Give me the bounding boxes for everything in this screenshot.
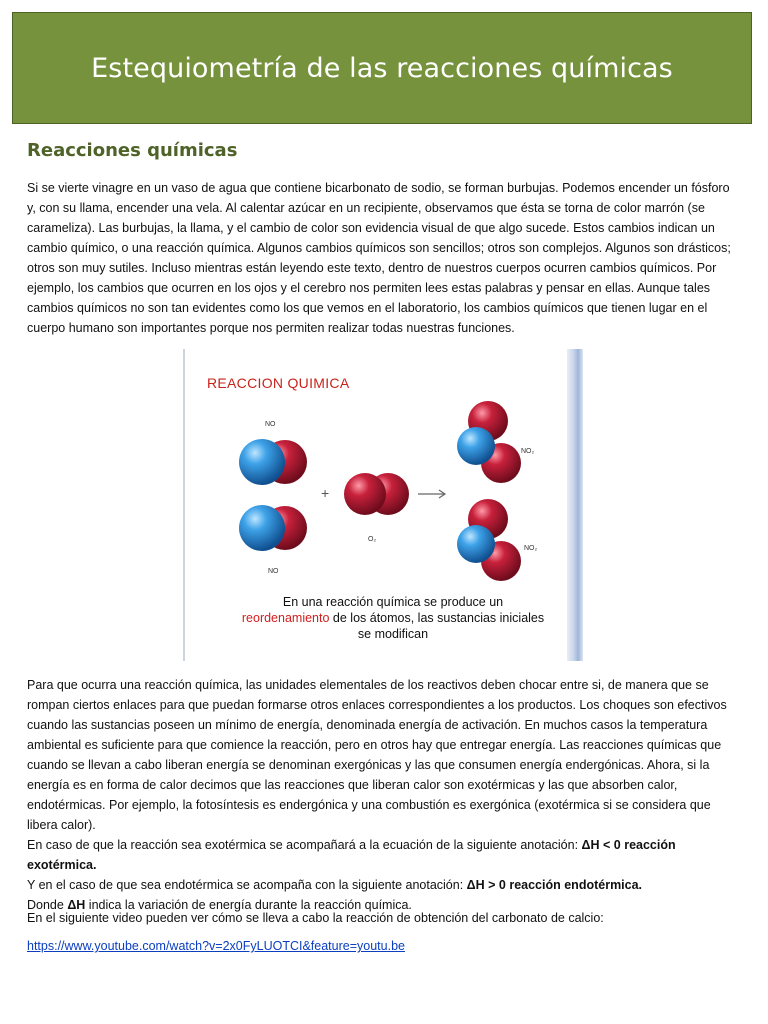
paragraph-line: cuerpo humano son importantes porque nos permiten realizar todas nuestras funciones. bbox=[27, 321, 515, 335]
paragraph-line: Para que ocurra una reacción química, las unidades elementales de los reactivos deben chocar entre si, de manera que se bbox=[27, 678, 709, 692]
section-heading: Reacciones químicas bbox=[27, 140, 238, 161]
figure-title: REACCION QUIMICA bbox=[207, 375, 350, 391]
paragraph-line: cuando se llevan a cabo liberan energía se denominan exergónicas y las que consumen energía endergónicas. Ahora, si la bbox=[27, 758, 710, 772]
nitrogen-atom bbox=[457, 525, 495, 563]
paragraph-line: ambiental es suficiente para que comience la reacción, pero en otros hay que entregar energía. Las reacciones químicas que bbox=[27, 738, 722, 752]
title-banner bbox=[12, 12, 752, 124]
caption-line bbox=[223, 610, 563, 626]
caption-text: de los átomos, las sustancias iniciales bbox=[329, 611, 545, 625]
no-molecule-bottom bbox=[239, 505, 307, 551]
label-no2-bottom: NO₂ bbox=[524, 545, 538, 552]
nitrogen-atom bbox=[457, 427, 495, 465]
oxygen-atom bbox=[344, 473, 386, 515]
paragraph-line: endotérmicas. Por ejemplo, la fotosíntesis es endergónica y una combustión es exergónica (exotérmica si se considera que bbox=[27, 798, 711, 812]
no-molecule-top bbox=[239, 439, 307, 485]
reaction-arrow-icon bbox=[418, 490, 445, 498]
figure-caption bbox=[223, 594, 563, 642]
exothermic-notation: ΔH < 0 reacción exotérmica. bbox=[27, 838, 676, 872]
paragraph-line: cambios químicos no son tan evidentes como los que vemos en el laboratorio, los cambios químicos que tienen lugar en el bbox=[27, 301, 708, 315]
paragraph-line: ejemplo, los cambios que ocurren en los ojos y el cerebro nos permiten lees estas palabras y pensar en ellas. Aunque tales bbox=[27, 281, 711, 295]
label-no-top: NO bbox=[265, 421, 276, 428]
label-no2-top: NO₂ bbox=[521, 448, 535, 455]
paragraph-line: libera calor). bbox=[27, 818, 96, 832]
line-text: Donde bbox=[27, 898, 68, 912]
nitrogen-atom bbox=[239, 439, 285, 485]
no2-molecule-top bbox=[457, 401, 521, 483]
paragraph-line: energía es en forma de calor decimos que las reacciones que liberan calor son exotérmicas y las que absorben calor, bbox=[27, 778, 678, 792]
caption-highlight: reordenamiento bbox=[241, 611, 330, 625]
paragraph-line: cuando las sustancias poseen un mínimo de energía, denominada energía de activación. En muchos casos la temperatura bbox=[27, 718, 708, 732]
endothermic-notation: ΔH > 0 reacción endotérmica. bbox=[466, 878, 643, 892]
nitrogen-atom bbox=[239, 505, 285, 551]
page-title: Estequiometría de las reacciones químicas bbox=[91, 52, 673, 84]
video-intro-text: En el siguiente video pueden ver cómo se lleva a cabo la reacción de obtención del carbonato de calcio: bbox=[27, 911, 604, 925]
line-text: En caso de que la reacción sea exotérmica se acompañará a la ecuación de la siguiente anotación: bbox=[27, 838, 582, 852]
intro-paragraph bbox=[27, 178, 743, 338]
paragraph-line: y, con su llama, encender una vela. Al calentar azúcar en un recipiente, observamos que ésta se torna de color marrón (se bbox=[27, 201, 705, 215]
line-text: indica la variación de energía durante la reacción química. bbox=[85, 898, 412, 912]
paragraph-line: rompan ciertos enlaces para que puedan formarse otros enlaces correspondientes a los productos. Los choques son efectivos bbox=[27, 698, 727, 712]
youtube-video-link[interactable]: https://www.youtube.com/watch?v=2x0FyLUOTCI&feature=youtu.be bbox=[27, 939, 405, 953]
o2-molecule bbox=[344, 473, 409, 515]
endothermic-line bbox=[27, 875, 743, 895]
caption-line: En una reacción química se produce un bbox=[282, 595, 504, 609]
label-no-bottom: NO bbox=[268, 568, 279, 575]
exothermic-line bbox=[27, 835, 743, 875]
no2-molecule-bottom bbox=[457, 499, 521, 581]
paragraph-line: carameliza). Las burbujas, la llama, y el cambio de color son evidencia visual de que algo sucede. Estos cambios indican un bbox=[27, 221, 715, 235]
delta-h-symbol: ΔH bbox=[67, 898, 86, 912]
line-text: Y en el caso de que sea endotérmica se acompaña con la siguiente anotación: bbox=[27, 878, 467, 892]
reaction-figure bbox=[183, 349, 583, 661]
paragraph-line: Si se vierte vinagre en un vaso de agua que contiene bicarbonato de sodio, se forman burbujas. Podemos encender un fósforo bbox=[27, 181, 730, 195]
body-paragraph bbox=[27, 675, 743, 915]
caption-line: se modifican bbox=[357, 627, 429, 641]
plus-sign: + bbox=[321, 485, 330, 501]
paragraph-line: otros son muy sutiles. Incluso mientras están leyendo este texto, dentro de nuestros cuerpos ocurren cambios químicos. Por bbox=[27, 261, 717, 275]
paragraph-line: cambio químico, o una reacción química. Algunos cambios químicos son sencillos; otros son complejos. Algunos son drásticos; bbox=[27, 241, 731, 255]
label-o2: O₂ bbox=[368, 536, 377, 543]
